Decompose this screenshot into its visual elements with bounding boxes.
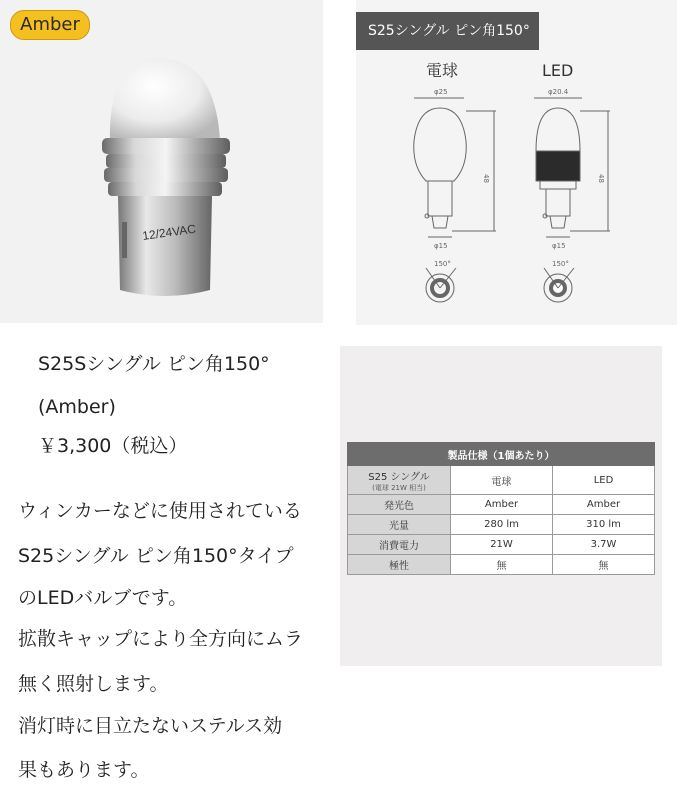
spec-row-label: 極性 [348, 555, 451, 575]
description-line: 消灯時に目立たないステルス効 [18, 715, 283, 737]
description-line: 無く照射します。 [18, 673, 169, 695]
spec-panel [340, 346, 662, 666]
spec-col-bulb: 電球 [451, 466, 553, 495]
spec-row-bulb: Amber [451, 495, 553, 515]
dimension-diagram [356, 0, 677, 325]
spec-header-sub: (電球 21W 相当) [372, 483, 426, 492]
spec-row-bulb: 280 lm [451, 515, 553, 535]
led-label: LED [542, 61, 574, 80]
left-base-dim: φ15 [434, 242, 448, 250]
spec-row-led: 無 [553, 555, 655, 575]
bulb-label: 電球 [426, 61, 459, 80]
spec-table [347, 442, 655, 575]
dimension-drawing [356, 56, 677, 325]
spec-row-label: 発光色 [348, 495, 451, 515]
spec-row-label: 光量 [348, 515, 451, 535]
product-price: ￥3,300（税込） [38, 435, 188, 457]
spec-col-led: LED [553, 466, 655, 495]
color-badge: Amber [10, 10, 90, 40]
spec-title: 製品仕様（1個あたり） [348, 443, 655, 466]
right-height-dim: 48 [597, 174, 605, 183]
description-line: 果もあります。 [18, 759, 150, 781]
spec-row-led: Amber [553, 495, 655, 515]
product-name: S25Sシングル ピン角150° [38, 353, 270, 375]
table-row [348, 535, 655, 555]
right-angle: 150° [552, 260, 569, 268]
spec-header-main: S25 シングル [368, 471, 430, 483]
table-row [348, 555, 655, 575]
spec-header-label [348, 466, 451, 495]
description-line: 拡散キャップにより全方向にムラ [18, 628, 304, 650]
right-top-dim: φ20.4 [548, 88, 569, 96]
left-height-dim: 48 [482, 174, 490, 183]
description-line: ウィンカーなどに使用されている [18, 500, 302, 522]
left-top-dim: φ25 [434, 88, 448, 96]
diagram-title: S25シングル ピン角150° [356, 12, 539, 50]
spec-row-bulb: 21W [451, 535, 553, 555]
description-line: のLEDバルブです。 [18, 587, 188, 609]
product-photo [0, 0, 323, 323]
spec-row-bulb: 無 [451, 555, 553, 575]
right-base-dim: φ15 [552, 242, 566, 250]
spec-row-label: 消費電力 [348, 535, 451, 555]
bulb-photo-icon [80, 40, 250, 310]
spec-row-led: 3.7W [553, 535, 655, 555]
left-angle: 150° [434, 260, 451, 268]
table-row [348, 495, 655, 515]
table-row [348, 515, 655, 535]
spec-row-led: 310 lm [553, 515, 655, 535]
product-color: (Amber) [38, 396, 116, 418]
bulb-print: 12/24VAC [141, 221, 197, 243]
description-line: S25シングル ピン角150°タイプ [18, 545, 294, 567]
